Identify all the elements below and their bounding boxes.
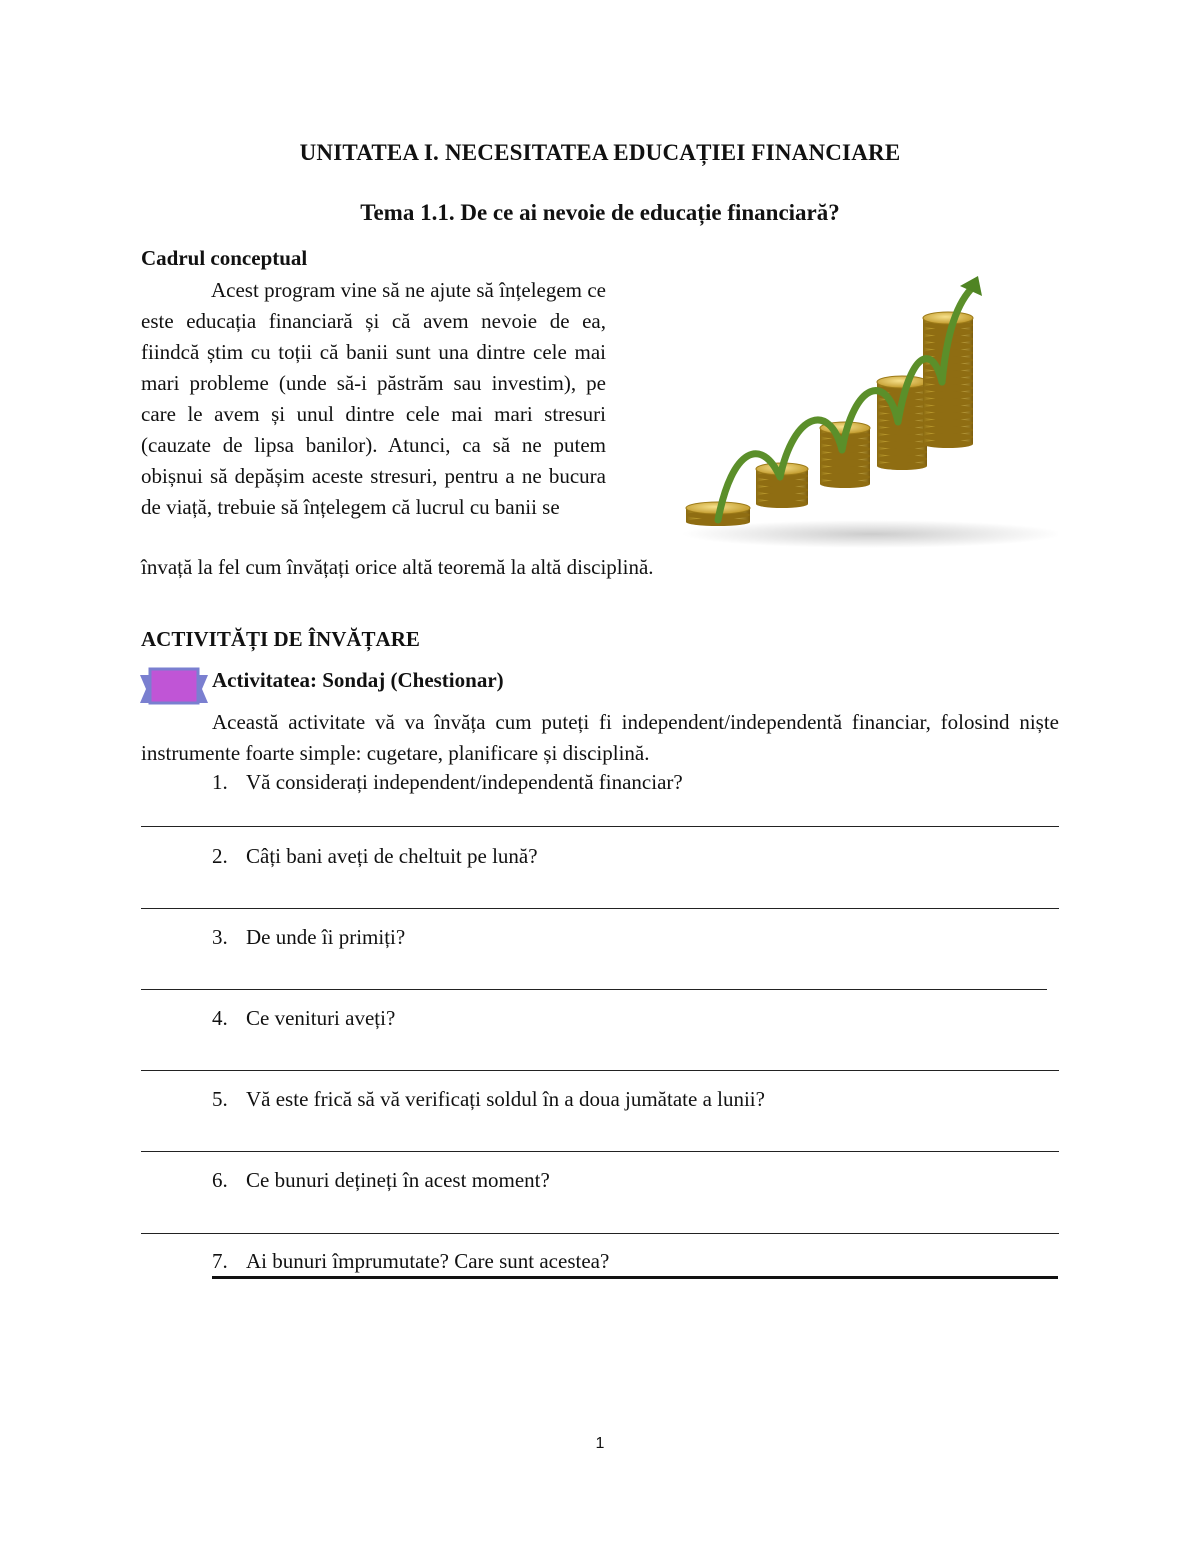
coin-rim [820, 466, 870, 474]
coin-rim [820, 473, 870, 481]
coin-rim [923, 426, 973, 434]
question-number: 3. [212, 925, 228, 949]
concept-paragraph-text: Acest program vine să ne ajute să înțelegem ce este educația financiară și că avem nevoie de ea, fiindcă știm cu toții că banii sunt una dintre cele mai mari probleme (unde să-i păstrăm sau investim), pe care le avem și unul dintre cele mai mari stresuri (cauzate de lipsa banilor). Atunci, ca să ne putem obișnui să depășim aceste stresuri, pentru a ne bucura de viață, trebuie să înțelegem că lucrul cu banii se [141, 278, 606, 519]
coin-rim [877, 448, 927, 456]
question-text: Ai bunuri împrumutate? Care sunt acestea? [246, 1249, 610, 1273]
question-text: Vă este frică să vă verificați soldul în a doua jumătate a lunii? [246, 1087, 765, 1111]
answer-line[interactable] [141, 1151, 1059, 1152]
question-item [212, 1087, 765, 1112]
answer-line[interactable] [212, 1276, 1058, 1279]
concept-paragraph [141, 275, 606, 523]
question-item [212, 770, 683, 795]
coin-rim [877, 455, 927, 463]
answer-line[interactable] [141, 1233, 1059, 1234]
question-number: 7. [212, 1249, 228, 1273]
coin-rim [923, 405, 973, 413]
concept-paragraph-end: învață la fel cum învățați orice altă teoremă la altă disciplină. [141, 555, 654, 579]
answer-line[interactable] [141, 908, 1059, 909]
question-item [212, 844, 538, 869]
coin-rim [756, 486, 808, 494]
answer-line[interactable] [141, 989, 1047, 990]
coin-rim [923, 412, 973, 420]
concept-label: Cadrul conceptual [141, 246, 308, 270]
coin-rim [923, 391, 973, 399]
question-number: 2. [212, 844, 228, 868]
coin-rim [756, 479, 808, 487]
coin-top [923, 312, 973, 324]
activity-description [141, 707, 1059, 769]
question-text: Ce venituri aveți? [246, 1006, 396, 1030]
coin-top [877, 376, 927, 388]
coin-rim [923, 377, 973, 385]
coins-growth-arrow-icon [682, 272, 1058, 550]
question-item [212, 925, 405, 950]
coin-rim [756, 500, 808, 508]
ribbon-badge-icon [140, 665, 208, 709]
coin-rim [820, 452, 870, 460]
coin-rim [877, 420, 927, 428]
question-number: 5. [212, 1087, 228, 1111]
question-text: De unde îi primiți? [246, 925, 406, 949]
question-item [212, 1249, 609, 1274]
question-item [212, 1006, 395, 1031]
question-number: 1. [212, 770, 228, 794]
question-text: Câți bani aveți de cheltuit pe lună? [246, 844, 538, 868]
question-item [212, 1168, 550, 1193]
coin-rim [923, 440, 973, 448]
coin-rim [820, 459, 870, 467]
question-text: Ce bunuri dețineți în acest moment? [246, 1168, 550, 1192]
coin-rim [877, 441, 927, 449]
activities-heading: ACTIVITĂȚI DE ÎNVĂȚARE [141, 627, 420, 651]
coin-rim [923, 384, 973, 392]
coin-rim [923, 419, 973, 427]
coin-rim [923, 398, 973, 406]
coin-rim [877, 434, 927, 442]
question-text: Vă considerați independent/independentă financiar? [246, 770, 683, 794]
coin-rim [756, 493, 808, 501]
question-number: 4. [212, 1006, 228, 1030]
answer-line[interactable] [141, 1070, 1059, 1071]
unit-title: UNITATEA I. NECESITATEA EDUCAȚIEI FINANCIARE [299, 140, 901, 165]
coin-rim [923, 433, 973, 441]
coin-rim [877, 462, 927, 470]
answer-line[interactable] [141, 826, 1059, 827]
page-number: 1 [595, 1435, 605, 1452]
question-number: 6. [212, 1168, 228, 1192]
coin-rim [820, 480, 870, 488]
activity-title: Activitatea: Sondaj (Chestionar) [212, 668, 504, 692]
coin-rim [923, 370, 973, 378]
theme-title: Tema 1.1. De ce ai nevoie de educație financiară? [360, 200, 840, 225]
activity-description-text: Această activitate vă va învăța cum puteți fi independent/independentă financiar, folosind niște instrumente foarte simple: cugetare, planificare și disciplină. [141, 710, 1059, 765]
coin-rim [877, 427, 927, 435]
